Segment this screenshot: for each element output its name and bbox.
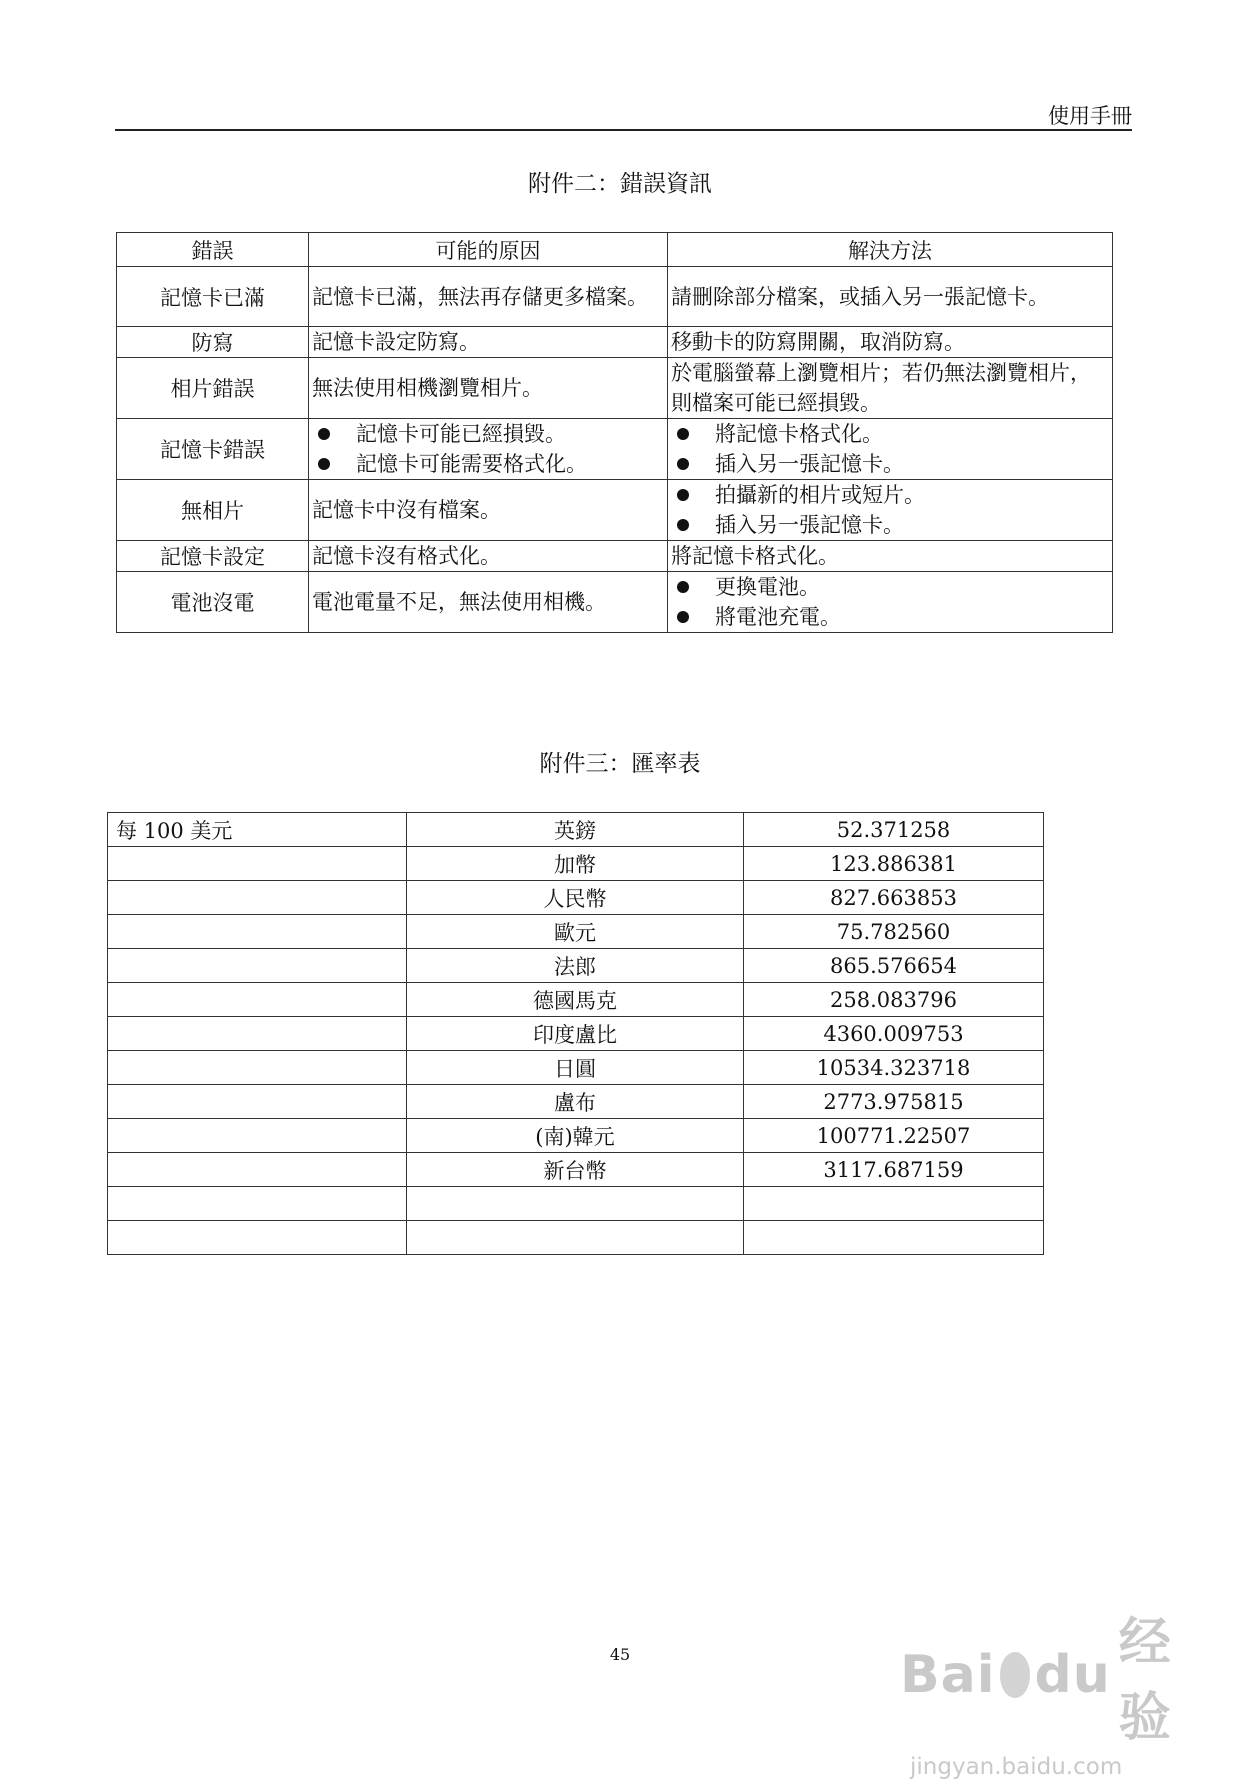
bullet-text: 插入另一張記憶卡。 xyxy=(715,513,904,537)
error-name: 電池沒電 xyxy=(117,572,309,633)
appendix3-title: 附件三：匯率表 xyxy=(539,751,701,777)
rate-base xyxy=(108,1221,407,1255)
rate-value xyxy=(744,1187,1044,1221)
bullet-text: 將電池充電。 xyxy=(715,605,841,629)
cell-text: 移動卡的防寫開關，取消防寫。 xyxy=(671,330,965,354)
cell-text: 於電腦螢幕上瀏覽相片；若仍無法瀏覽相片，則檔案可能已經損毀。 xyxy=(671,361,1091,415)
rate-base xyxy=(108,1153,407,1187)
rate-currency: 法郎 xyxy=(407,949,744,983)
header-cause: 可能的原因 xyxy=(309,233,668,267)
rate-currency: 英鎊 xyxy=(407,813,744,847)
error-row xyxy=(117,541,1113,572)
rate-row xyxy=(108,1017,1044,1051)
error-cause xyxy=(309,267,668,327)
error-solution xyxy=(668,541,1113,572)
rate-base xyxy=(108,1187,407,1221)
rate-row xyxy=(108,1051,1044,1085)
rate-value xyxy=(744,1221,1044,1255)
rate-row xyxy=(108,949,1044,983)
rate-value: 3117.687159 xyxy=(744,1153,1044,1187)
error-name: 記憶卡錯誤 xyxy=(117,419,309,480)
rate-currency: 人民幣 xyxy=(407,881,744,915)
bullet-icon xyxy=(677,458,689,470)
cell-text: 記憶卡沒有格式化。 xyxy=(312,544,501,568)
header-label: 使用手冊 xyxy=(1048,104,1132,128)
cell-text: 將記憶卡格式化。 xyxy=(671,544,839,568)
bullet-icon xyxy=(318,428,330,440)
bullet-icon xyxy=(677,489,689,501)
rate-value: 4360.009753 xyxy=(744,1017,1044,1051)
header-solution: 解決方法 xyxy=(668,233,1113,267)
rate-row xyxy=(108,813,1044,847)
cell-text: 記憶卡設定防寫。 xyxy=(312,330,480,354)
bullet-icon xyxy=(677,519,689,531)
cell-text: 請刪除部分檔案，或插入另一張記憶卡。 xyxy=(671,284,1049,309)
rate-row xyxy=(108,915,1044,949)
error-cause xyxy=(309,480,668,541)
rate-value: 52.371258 xyxy=(744,813,1044,847)
error-solution xyxy=(668,419,1113,480)
bullet-item xyxy=(312,419,664,449)
rate-base xyxy=(108,847,407,881)
error-row xyxy=(117,358,1113,419)
error-cause xyxy=(309,541,668,572)
error-table-header-row xyxy=(117,233,1113,267)
error-row xyxy=(117,327,1113,358)
rate-currency: 盧布 xyxy=(407,1085,744,1119)
rate-value: 258.083796 xyxy=(744,983,1044,1017)
rate-row xyxy=(108,1187,1044,1221)
error-solution xyxy=(668,358,1113,419)
cell-text: 記憶卡已滿，無法再存儲更多檔案。 xyxy=(312,284,648,309)
rate-value: 123.886381 xyxy=(744,847,1044,881)
rate-currency xyxy=(407,1221,744,1255)
watermark-suffix: 经验 xyxy=(1118,1613,1172,1748)
error-solution xyxy=(668,572,1113,633)
bullet-text: 將記憶卡格式化。 xyxy=(715,422,883,446)
error-solution xyxy=(668,327,1113,358)
watermark-logo-left: Bai xyxy=(900,1645,996,1705)
rate-base xyxy=(108,1017,407,1051)
rate-currency: (南)韓元 xyxy=(407,1119,744,1153)
error-row xyxy=(117,267,1113,327)
rate-base xyxy=(108,1119,407,1153)
rate-row xyxy=(108,847,1044,881)
baidu-watermark xyxy=(900,1600,1190,1780)
watermark-logo-right: du xyxy=(1034,1645,1111,1705)
paw-icon xyxy=(1000,1652,1031,1698)
rate-value: 10534.323718 xyxy=(744,1051,1044,1085)
bullet-item xyxy=(671,602,1109,632)
rate-currency: 日圓 xyxy=(407,1051,744,1085)
rate-base: 每 100 美元 xyxy=(108,813,407,847)
header-rule xyxy=(115,129,1132,131)
rate-currency: 歐元 xyxy=(407,915,744,949)
bullet-item xyxy=(671,480,1109,510)
rate-base xyxy=(108,1051,407,1085)
rate-row xyxy=(108,1153,1044,1187)
error-cause xyxy=(309,358,668,419)
bullet-text: 記憶卡可能需要格式化。 xyxy=(356,452,587,476)
watermark-url: jingyan.baidu.com xyxy=(910,1754,1123,1780)
rate-value: 865.576654 xyxy=(744,949,1044,983)
error-name: 無相片 xyxy=(117,480,309,541)
error-solution xyxy=(668,480,1113,541)
rate-value: 75.782560 xyxy=(744,915,1044,949)
bullet-text: 記憶卡可能已經損毀。 xyxy=(356,422,566,446)
rate-currency: 印度盧比 xyxy=(407,1017,744,1051)
rate-value: 2773.975815 xyxy=(744,1085,1044,1119)
rate-row xyxy=(108,983,1044,1017)
bullet-item xyxy=(671,419,1109,449)
cell-text: 電池電量不足，無法使用相機。 xyxy=(312,590,606,614)
bullet-icon xyxy=(677,428,689,440)
rate-base xyxy=(108,983,407,1017)
bullet-text: 更換電池。 xyxy=(715,575,820,599)
exchange-rate-table xyxy=(107,812,1044,1255)
error-name: 防寫 xyxy=(117,327,309,358)
error-name: 記憶卡已滿 xyxy=(117,267,309,327)
error-info-table xyxy=(116,232,1113,633)
bullet-item xyxy=(671,572,1109,602)
page-number: 45 xyxy=(609,1645,631,1664)
error-cause xyxy=(309,327,668,358)
rate-currency: 德國馬克 xyxy=(407,983,744,1017)
bullet-icon xyxy=(677,611,689,623)
rate-base xyxy=(108,1085,407,1119)
error-row xyxy=(117,419,1113,480)
rate-row xyxy=(108,1119,1044,1153)
error-solution xyxy=(668,267,1113,327)
rate-currency: 加幣 xyxy=(407,847,744,881)
rate-value: 827.663853 xyxy=(744,881,1044,915)
error-name: 相片錯誤 xyxy=(117,358,309,419)
rate-row xyxy=(108,1085,1044,1119)
bullet-icon xyxy=(318,458,330,470)
bullet-text: 拍攝新的相片或短片。 xyxy=(715,483,925,507)
rate-base xyxy=(108,949,407,983)
rate-currency xyxy=(407,1187,744,1221)
bullet-item xyxy=(671,449,1109,479)
rate-base xyxy=(108,881,407,915)
error-row xyxy=(117,480,1113,541)
bullet-item xyxy=(671,510,1109,540)
error-cause xyxy=(309,572,668,633)
cell-text: 記憶卡中沒有檔案。 xyxy=(312,498,501,522)
rate-currency: 新台幣 xyxy=(407,1153,744,1187)
bullet-icon xyxy=(677,581,689,593)
cell-text: 無法使用相機瀏覽相片。 xyxy=(312,376,543,400)
appendix2-title: 附件二：錯誤資訊 xyxy=(528,171,712,197)
bullet-text: 插入另一張記憶卡。 xyxy=(715,452,904,476)
baidu-logo xyxy=(900,1600,1190,1750)
error-row xyxy=(117,572,1113,633)
header-error: 錯誤 xyxy=(117,233,309,267)
rate-row xyxy=(108,1221,1044,1255)
error-cause xyxy=(309,419,668,480)
bullet-item xyxy=(312,449,664,479)
rate-value: 100771.22507 xyxy=(744,1119,1044,1153)
error-name: 記憶卡設定 xyxy=(117,541,309,572)
rate-row xyxy=(108,881,1044,915)
rate-base xyxy=(108,915,407,949)
